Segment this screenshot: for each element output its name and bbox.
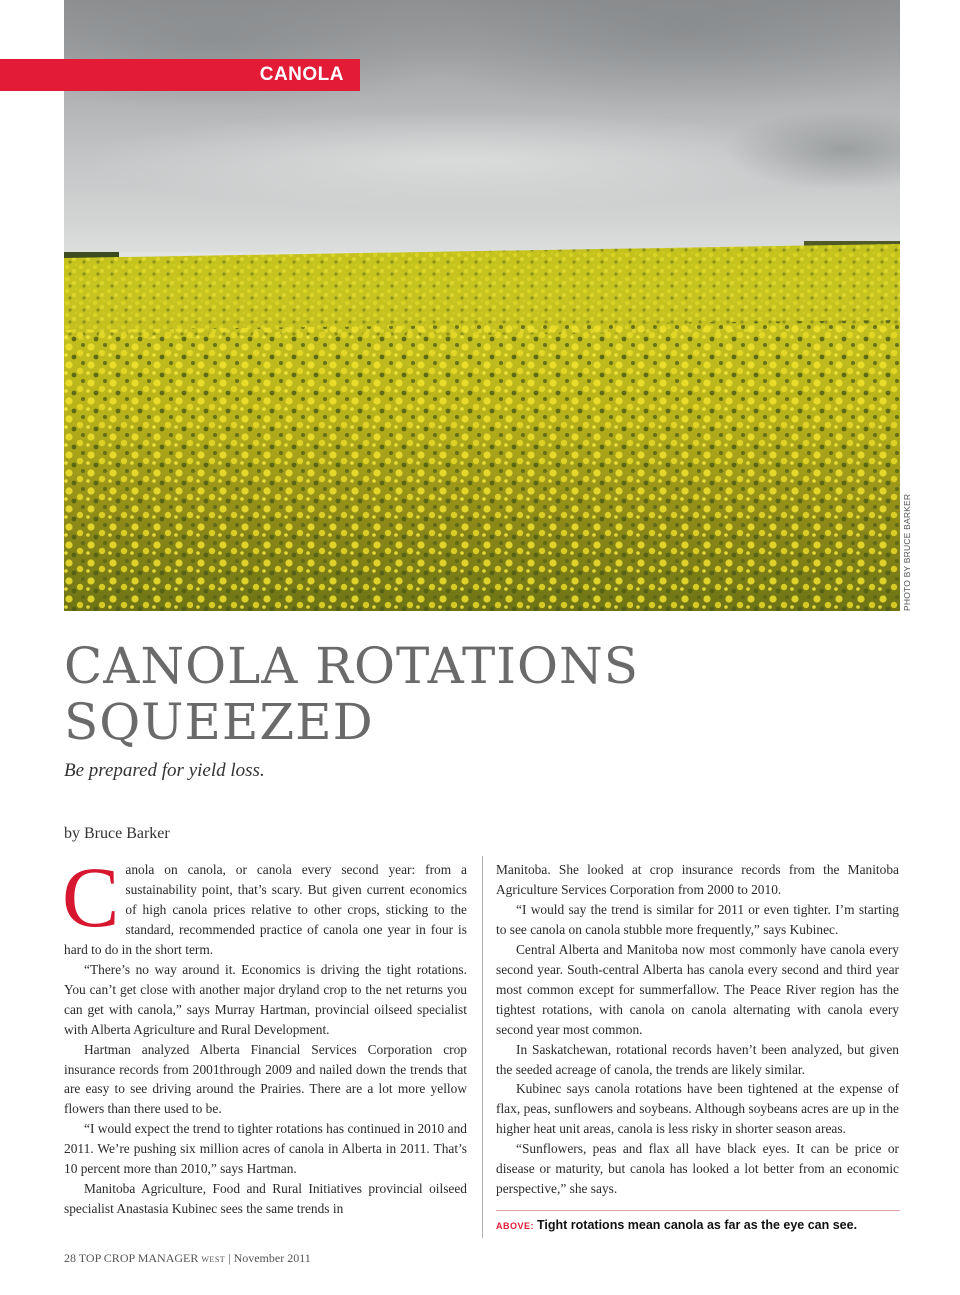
body-paragraph: “I would say the trend is similar for 2011 or even tighter. I’m starting to see canola on canola stubble more frequently,” says Kubinec. <box>496 901 899 937</box>
article-deck: Be prepared for yield loss. <box>64 760 265 781</box>
caption-divider <box>496 1210 900 1211</box>
title-line-2: SQUEEZED <box>64 693 374 751</box>
right-column <box>496 860 899 1199</box>
column-divider <box>482 856 483 1238</box>
caption-text: Tight rotations mean canola as far as the eye can see. <box>537 1218 858 1232</box>
body-paragraph: “Sunflowers, peas and flax all have black eyes. It can be price or disease or maturity, but canola has looked a lot better from an economic perspective,” she says. <box>496 1141 899 1197</box>
body-paragraph: “I would expect the trend to tighter rotations has continued in 2010 and 2011. We’re pushing six million acres of canola in Alberta in 2011. That’s 10 percent more than 2010,” says Hartman. <box>64 1121 467 1177</box>
title-line-1: CANOLA ROTATIONS <box>64 637 640 695</box>
body-paragraph: Canola on canola, or canola every second year: from a sustainability point, that’s scary. But given current economics of high canola prices relative to other crops, sticking to the standard, recommended practice of canola one year in four is hard to do in the short term. <box>62 849 467 957</box>
issue-date: November 2011 <box>233 1251 311 1265</box>
body-paragraph: Hartman analyzed Alberta Financial Services Corporation crop insurance records from 2001through 2009 and nailed down the trends that are easy to see driving around the Prairies. There are a lot more yellow flowers than there used to be. <box>64 1041 467 1117</box>
body-paragraph: “There’s no way around it. Economics is driving the tight rotations. You can’t get close with another major dryland crop to the net returns you can get with canola,” says Murray Hartman, provincial oilseed specialist with Alberta Agriculture and Rural Development. <box>64 961 467 1037</box>
canola-field-photo <box>64 0 900 611</box>
byline: by Bruce Barker <box>64 825 170 842</box>
footer-separator: | <box>228 1251 231 1265</box>
body-paragraph: Manitoba Agriculture, Food and Rural Initiatives provincial oilseed specialist Anastasia Kubinec sees the same trends in <box>64 1181 467 1217</box>
page-number: 28 <box>64 1251 76 1265</box>
drop-cap: C <box>62 849 120 945</box>
photo-credit: PHOTO BY BRUCE BARKER <box>902 493 912 611</box>
left-column <box>62 849 467 1219</box>
article-title <box>64 638 864 750</box>
section-tab <box>0 59 360 91</box>
magazine-name: TOP CROP MANAGER <box>78 1251 199 1265</box>
body-paragraph: Kubinec says canola rotations have been tightened at the expense of flax, peas, sunflowers and soybeans. Although soybeans acres are up in the higher heat unit areas, canola is less risky in shorter season areas. <box>496 1081 899 1137</box>
page-footer <box>64 1251 311 1266</box>
caption-lead: ABOVE: <box>496 1221 535 1231</box>
photo-caption <box>496 1218 900 1232</box>
canola-field-image <box>64 0 900 611</box>
section-label: CANOLA <box>259 64 344 85</box>
body-paragraph: Manitoba. She looked at crop insurance records from the Manitoba Agriculture Services Corporation from 2000 to 2010. <box>496 862 899 897</box>
magazine-edition: WEST <box>201 1255 226 1264</box>
body-paragraph: In Saskatchewan, rotational records haven’t been analyzed, but given the seeded acreage of canola, the trends are likely similar. <box>496 1041 899 1077</box>
body-paragraph: Central Alberta and Manitoba now most commonly have canola every second year. South-central Alberta has canola every second and third year most common except for summerfallow. The Peace River region has the tightest rotations, with canola on canola alternating with canola every second year most common. <box>496 941 899 1037</box>
